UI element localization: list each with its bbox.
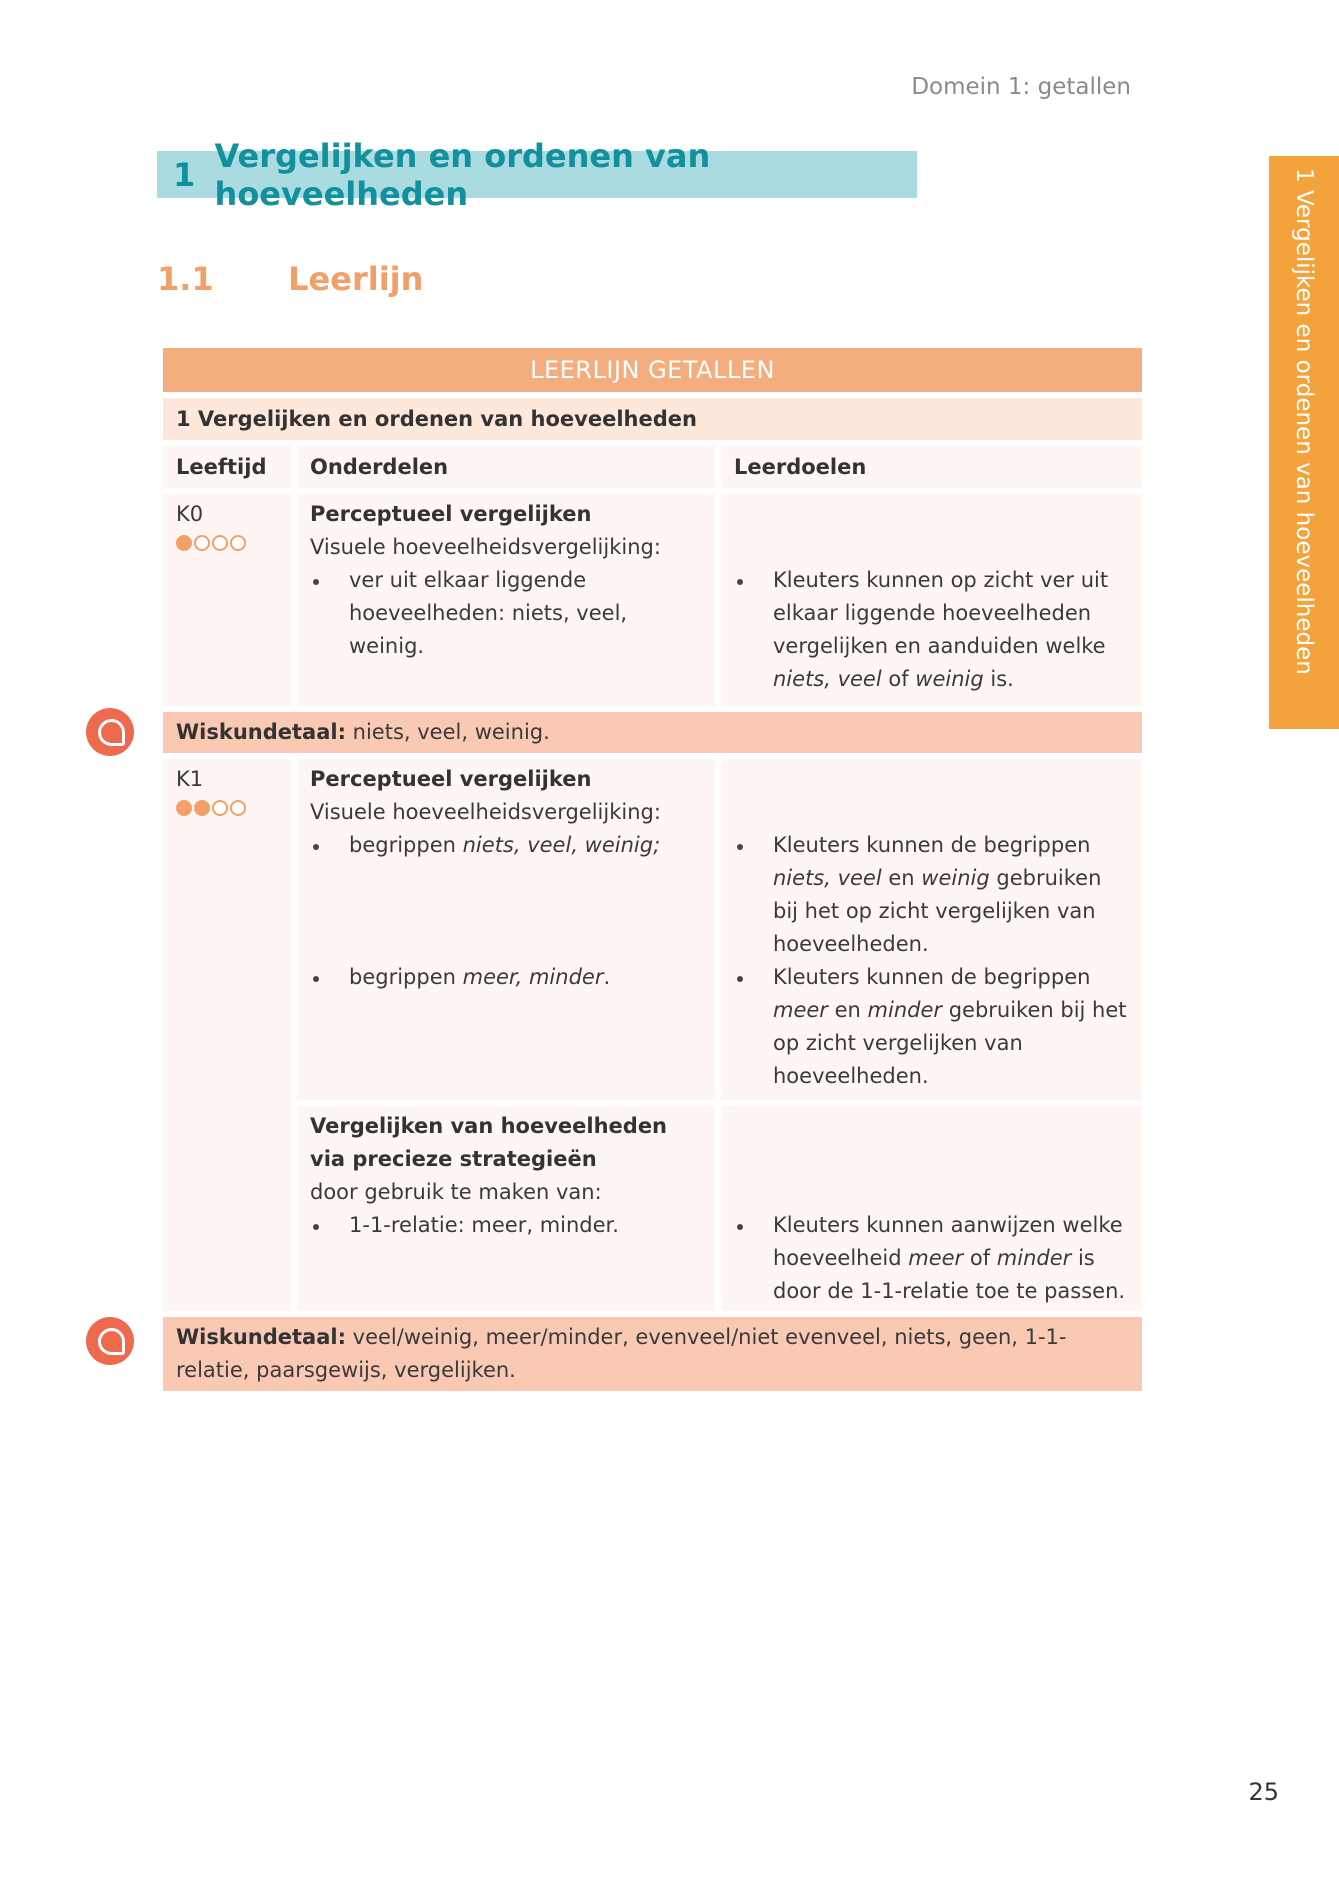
part-intro: Visuele hoeveelheidsvergelijking: <box>310 800 661 824</box>
part-bullet: begrippen niets, veel, weinig; <box>310 829 702 862</box>
speech-bubble-icon <box>86 1317 134 1365</box>
table-row-k1 <box>163 759 1142 1311</box>
level-dot-icon <box>212 535 228 551</box>
level-dot-icon <box>194 800 210 816</box>
wiskundetaal-label: Wiskundetaal: <box>176 1325 346 1349</box>
leerlijn-table <box>163 348 1142 1397</box>
chapter-number: 1 <box>173 155 196 194</box>
wiskundetaal-k1 <box>163 1317 1142 1391</box>
table-subheading: 1 Vergelijken en ordenen van hoeveelheden <box>163 398 1142 440</box>
level-dot-icon <box>230 800 246 816</box>
table-header-row <box>163 446 1142 488</box>
part-title: Perceptueel vergelijken <box>310 502 592 526</box>
level-dot-icon <box>212 800 228 816</box>
column-header-leeftijd: Leeftijd <box>163 446 291 488</box>
age-label: K1 <box>176 767 204 791</box>
level-dot-icon <box>176 535 192 551</box>
goal-bullet: Kleuters kunnen aanwijzen welke hoeveelheid meer of minder is door de 1-1-relatie toe te passen. <box>734 1209 1129 1308</box>
section-title-text: Leerlijn <box>288 260 424 298</box>
level-dot-icon <box>194 535 210 551</box>
goals-cell <box>721 1106 1142 1311</box>
parts-cell <box>297 759 715 1100</box>
part-intro: Visuele hoeveelheidsvergelijking: <box>310 535 661 559</box>
column-header-onderdelen: Onderdelen <box>297 446 715 488</box>
parts-cell <box>297 1106 715 1311</box>
part-title: Perceptueel vergelijken <box>310 767 592 791</box>
part-bullet: ver uit elkaar liggende hoeveelheden: niets, veel, weinig. <box>310 564 702 663</box>
chapter-side-tab <box>1269 156 1339 729</box>
table-row-k0 <box>163 494 1142 706</box>
level-dots <box>176 800 278 816</box>
age-cell <box>163 759 291 1311</box>
goal-bullet: Kleuters kunnen de begrippen meer en minder gebruiken bij het op zicht vergelijken van hoeveelheden. <box>734 961 1129 1093</box>
chapter-title <box>157 136 917 213</box>
level-dots <box>176 535 278 551</box>
wiskundetaal-label: Wiskundetaal: <box>176 720 346 744</box>
section-title <box>157 260 423 298</box>
part-intro: door gebruik te maken van: <box>310 1180 602 1204</box>
age-cell <box>163 494 291 706</box>
part-bullet: begrippen meer, minder. <box>310 961 702 994</box>
parts-cell <box>297 494 715 706</box>
table-band: LEERLIJN GETALLEN <box>163 348 1142 392</box>
wiskundetaal-text: veel/weinig, meer/minder, evenveel/niet evenveel, niets, geen, 1-1-relatie, paarsgewijs, vergelijken. <box>176 1325 1067 1382</box>
age-label: K0 <box>176 502 204 526</box>
wiskundetaal-k0 <box>163 712 1142 753</box>
level-dot-icon <box>176 800 192 816</box>
goal-bullet: Kleuters kunnen de begrippen niets, veel en weinig gebruiken bij het op zicht vergelijken van hoeveelheden. <box>734 829 1129 961</box>
column-header-leerdoelen: Leerdoelen <box>721 446 1142 488</box>
goal-bullet: Kleuters kunnen op zicht ver uit elkaar liggende hoeveelheden vergelijken en aanduiden welke niets, veel of weinig is. <box>734 564 1129 696</box>
chapter-title-text: Vergelijken en ordenen van hoeveelheden <box>214 136 711 213</box>
speech-bubble-icon <box>86 708 134 756</box>
wiskundetaal-text: niets, veel, weinig. <box>345 720 550 744</box>
running-header: Domein 1: getallen <box>911 74 1131 100</box>
goals-cell <box>721 759 1142 1100</box>
part-bullet: 1-1-relatie: meer, minder. <box>310 1209 702 1242</box>
section-number: 1.1 <box>157 260 214 298</box>
side-tab-label: 1 Vergelijken en ordenen van hoeveelheden <box>1291 168 1317 675</box>
part-title: Vergelijken van hoeveelheden via precieze strategieën <box>310 1114 668 1171</box>
goals-cell <box>721 494 1142 706</box>
level-dot-icon <box>230 535 246 551</box>
page-number: 25 <box>1248 1778 1279 1806</box>
